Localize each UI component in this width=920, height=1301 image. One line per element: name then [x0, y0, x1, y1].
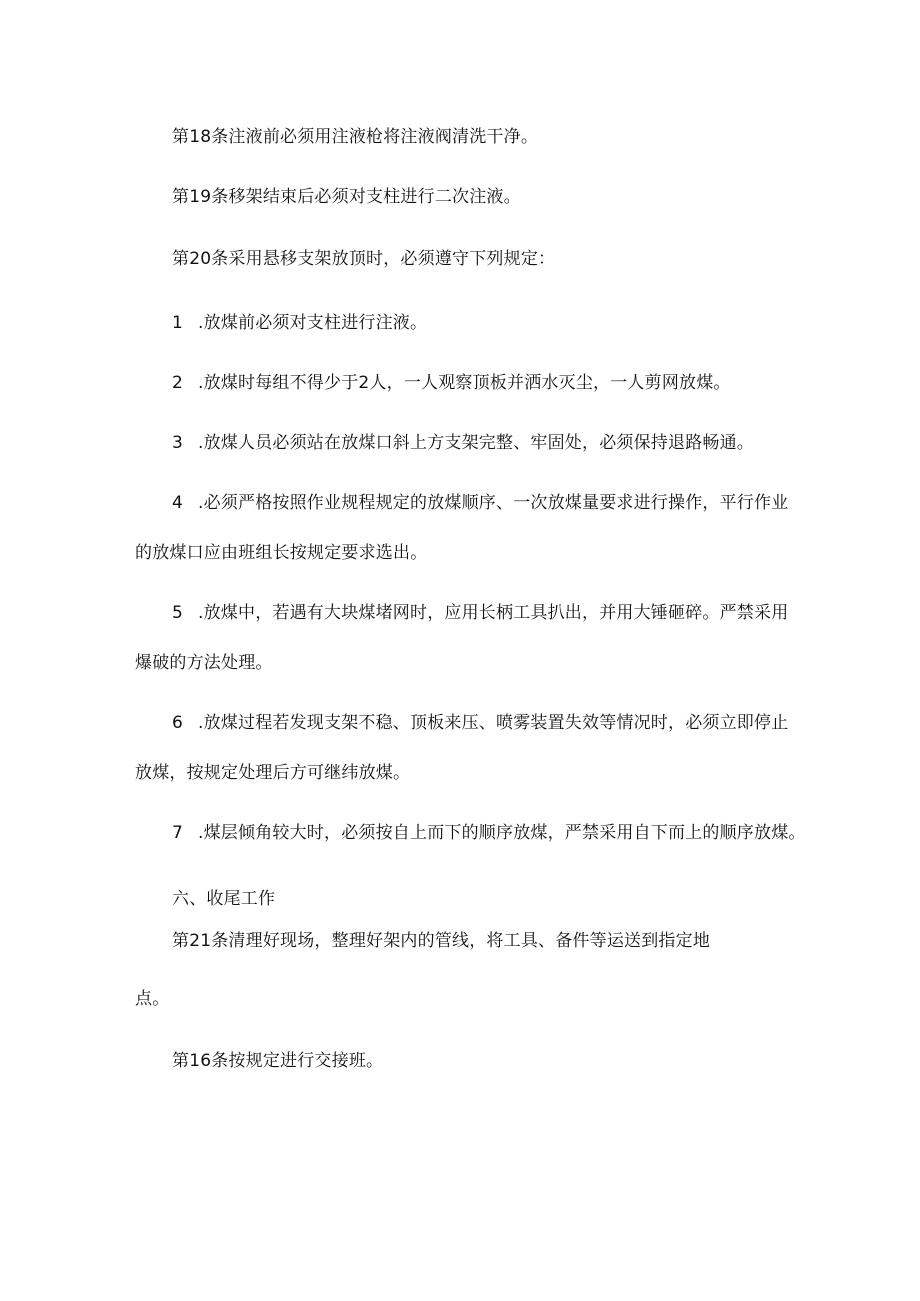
list-item-3	[172, 432, 754, 454]
article-21: 第21条清理好现场，整理好架内的管线，将工具、备件等运送到指定地	[172, 931, 711, 951]
list-item-text: .必须严格按照作业规程规定的放煤顺序、一次放煤量要求进行操作，平行作业	[198, 493, 789, 513]
list-item-text: .煤层倾角较大时，必须按自上而下的顺序放煤，严禁采用自下而上的顺序放煤。	[198, 823, 806, 843]
list-item-6	[172, 712, 788, 734]
list-item-text: .放煤前必须对支柱进行注液。	[198, 313, 428, 333]
list-item-1	[172, 312, 427, 334]
list-item-text: .放煤人员必须站在放煤口斜上方支架完整、牢固处，必须保持退路畅通。	[198, 433, 755, 453]
list-item-5	[172, 602, 788, 624]
list-item-number: 3	[172, 433, 184, 453]
list-item-text: .放煤时每组不得少于2人，一人观察顶板并洒水灭尘，一人剪网放煤。	[198, 373, 731, 393]
article-19: 第19条移架结束后必须对支柱进行二次注液。	[172, 187, 521, 207]
article-18: 第18条注液前必须用注液枪将注液阀清洗干净。	[172, 127, 539, 147]
list-item-number: 1	[172, 313, 184, 333]
list-item-number: 7	[172, 823, 184, 843]
article-21-continuation: 点。	[135, 989, 170, 1009]
article-16: 第16条按规定进行交接班。	[172, 1051, 384, 1071]
list-item-5-continuation: 爆破的方法处理。	[135, 653, 273, 673]
list-item-number: 6	[172, 713, 184, 733]
list-item-number: 4	[172, 493, 184, 513]
list-item-number: 2	[172, 373, 184, 393]
section-heading: 六、收尾工作	[172, 889, 276, 909]
list-item-number: 5	[172, 603, 184, 623]
article-20: 第20条采用悬移支架放顶时，必须遵守下列规定：	[172, 249, 556, 269]
list-item-text: .放煤过程若发现支架不稳、顶板来压、喷雾装置失效等情况时，必须立即停止	[198, 713, 789, 733]
list-item-4-continuation: 的放煤口应由班组长按规定要求选出。	[135, 543, 428, 563]
list-item-2	[172, 372, 731, 394]
list-item-7	[172, 822, 806, 844]
list-item-text: .放煤中，若遇有大块煤堵网时，应用长柄工具扒出，并用大锤砸碎。严禁采用	[198, 603, 789, 623]
list-item-6-continuation: 放煤，按规定处理后方可继纬放煤。	[135, 763, 411, 783]
list-item-4	[172, 492, 788, 514]
